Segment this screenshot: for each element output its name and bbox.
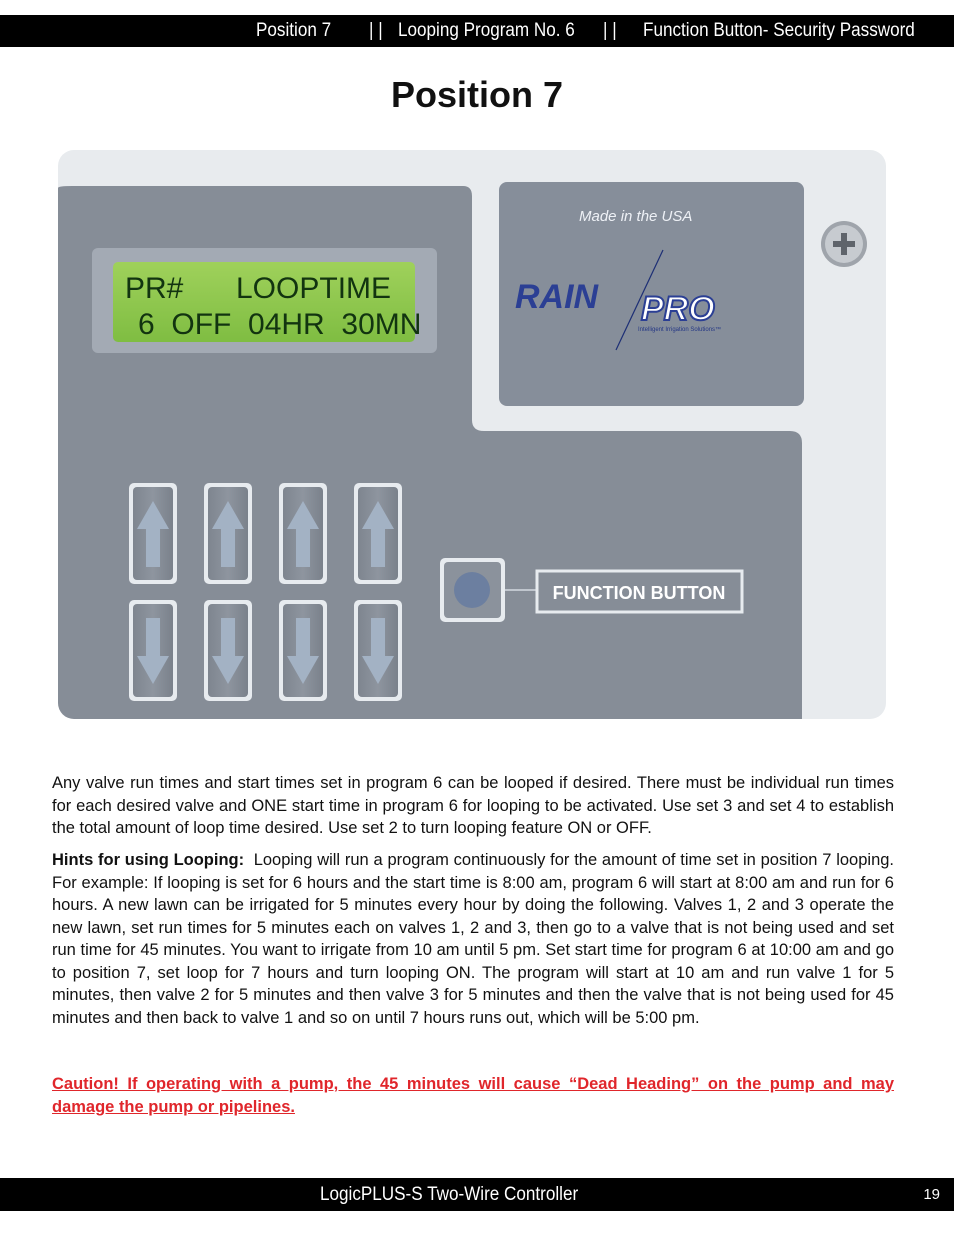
lcd-line2: 6 OFF 04HR 30MN [138, 308, 422, 341]
page-title: Position 7 [390, 74, 564, 115]
brand-pro: PRO [641, 290, 715, 328]
header-separator: | | [603, 20, 617, 41]
lcd-line1-right: LOOPTIME [236, 272, 392, 305]
brand-rain: RAIN [515, 278, 599, 316]
made-in-usa: Made in the USA [579, 208, 693, 225]
function-label: FUNCTION BUTTON [552, 583, 726, 603]
header-topic: Looping Program No. 6 [398, 20, 575, 41]
footer-bar [0, 1178, 954, 1211]
paragraph-looping-intro: Any valve run times and start times set in program 6 can be looped if desired. There must be individual run times for each desired valve and ONE start time in program 6 for looping to be activated. Use set 3 and set 4 to establish the total amount of loop time desired. Use set 2 to turn looping feature ON or OFF. [52, 774, 894, 837]
function-button-icon [454, 572, 490, 608]
header-separator: | | [369, 20, 383, 41]
hints-text: Looping will run a program continuously for the amount of time set in position 7 looping. For example: If looping is set for 6 hours and the start time is 8:00 am, program 6 will start at 8:00 am and run for 6 hours. A new lawn can be irrigated for 5 minutes every hour by doing the following. Valves 1, 2 and 3 operate the new lawn, set run times for 5 minutes each on valves 1, 2 and 3, then go to a valve that is not being used and set run time for 45 minutes. You want to irrigate from 10 am until 5 pm. Set start time for program 6 at 10:00 am and go to position 7, set loop for 7 hours and turn looping ON. The program will start at 10 am and run valve 1 for 5 minutes, then valve 2 for 5 minutes and then valve 3 for 5 minutes and then the valve that is not being used for 45 minutes and then back to valve 1 and so on until 7 hours runs out, which will be 5:00 pm. [52, 851, 895, 1027]
page-number: 19 [923, 1186, 940, 1203]
hints-label: Hints for using Looping: [52, 851, 245, 869]
header-topic-2: Function Button- Security Password [643, 20, 915, 41]
controller-panel-photo [58, 150, 886, 719]
header-section: Position 7 [256, 20, 332, 41]
lcd-line1-left: PR# [125, 272, 184, 305]
brand-tagline: Intelligent Irrigation Solutions™ [638, 327, 722, 333]
paragraph-hints [52, 849, 894, 1029]
caution-warning: Caution! If operating with a pump, the 45 minutes will cause “Dead Heading” on the pump and may damage the pump or pipelines. [52, 1075, 894, 1116]
controller-panel-illustration [58, 150, 886, 719]
header-bar [0, 15, 954, 47]
footer-title: LogicPLUS-S Two-Wire Controller [320, 1184, 579, 1205]
